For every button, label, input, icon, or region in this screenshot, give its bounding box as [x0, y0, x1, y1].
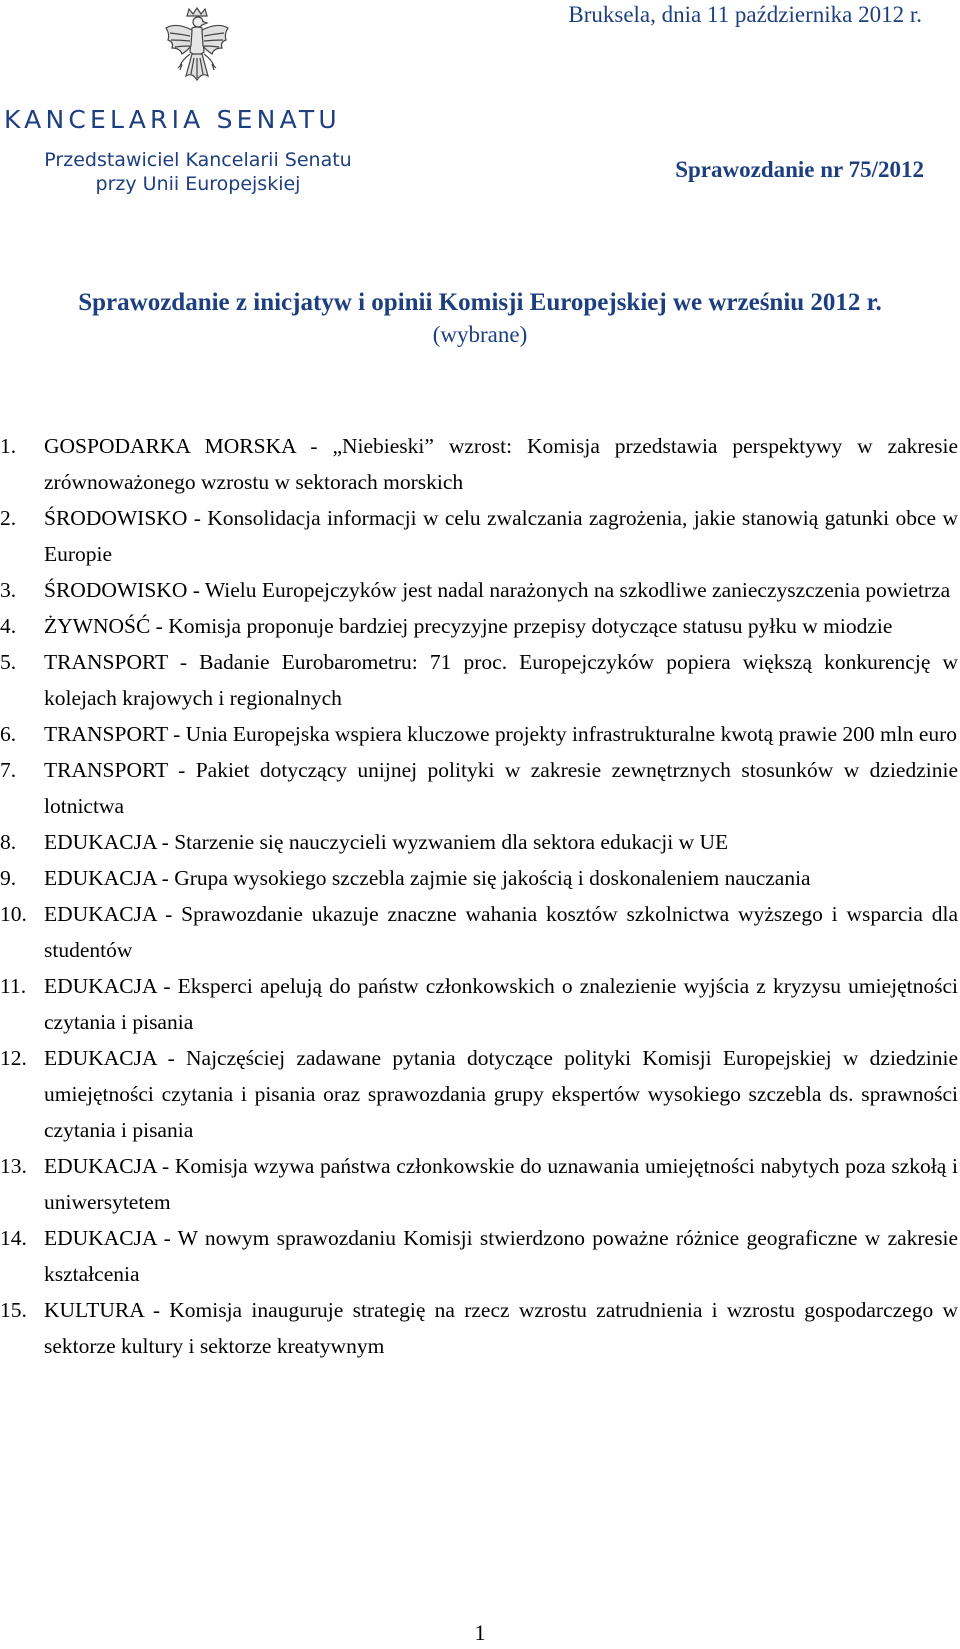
list-item	[0, 824, 958, 860]
item-text: TRANSPORT - Pakiet dotyczący unijnej polityki w zakresie zewnętrznych stosunków w dziedzinie lotnictwa	[44, 758, 958, 818]
item-text: ŚRODOWISKO - Wielu Europejczyków jest nadal narażonych na szkodliwe zanieczyszczenia powietrza	[44, 578, 951, 602]
item-number: 8.	[0, 830, 17, 854]
item-number: 1.	[0, 434, 17, 458]
item-text: EDUKACJA - Sprawozdanie ukazuje znaczne wahania kosztów szkolnictwa wyższego i wsparcia dla studentów	[44, 902, 958, 962]
item-text: KULTURA - Komisja inauguruje strategię na rzecz wzrostu zatrudnienia i wzrostu gospodarczego w sektorze kultury i sektorze kreatywnym	[44, 1298, 958, 1358]
item-text: EDUKACJA - W nowym sprawozdaniu Komisji stwierdzono poważne różnice geograficzne w zakresie kształcenia	[44, 1226, 958, 1286]
list-item	[0, 752, 958, 824]
item-text: EDUKACJA - Najczęściej zadawane pytania dotyczące polityki Komisji Europejskiej w dziedzinie umiejętności czytania i pisania oraz sprawozdania grupy ekspertów wysokiego szczebla ds. sprawności czytania i pisania	[44, 1046, 958, 1142]
item-number: 14.	[0, 1226, 27, 1250]
item-text: GOSPODARKA MORSKA - „Niebieski” wzrost: Komisja przedstawia perspektywy w zakresie zrównoważonego wzrostu w sektorach morskich	[44, 434, 958, 494]
item-text: ŚRODOWISKO - Konsolidacja informacji w celu zwalczania zagrożenia, jakie stanowią gatunki obce w Europie	[44, 506, 958, 566]
office-name: KANCELARIA SENATU	[4, 105, 341, 134]
item-number: 11.	[0, 974, 27, 998]
item-number: 15.	[0, 1298, 27, 1322]
white-eagle-emblem-icon	[162, 6, 232, 86]
item-text: EDUKACJA - Eksperci apelują do państw członkowskich o znalezienie wyjścia z kryzysu umiejętności czytania i pisania	[44, 974, 958, 1034]
date-line: Bruksela, dnia 11 października 2012 r.	[568, 2, 922, 27]
list-item	[0, 608, 958, 644]
report-item-list	[0, 428, 960, 1364]
list-item	[0, 896, 958, 968]
item-text: TRANSPORT - Unia Europejska wspiera kluczowe projekty infrastrukturalne kwotą prawie 200 mln euro	[44, 722, 958, 746]
item-number: 7.	[0, 758, 17, 782]
list-item	[0, 1040, 958, 1148]
page-number: 1	[474, 1620, 486, 1645]
item-text: EDUKACJA - Komisja wzywa państwa członkowskie do uznawania umiejętności nabytych poza szkołą i uniwersytetem	[44, 1154, 958, 1214]
document-title: Sprawozdanie z inicjatyw i opinii Komisji Europejskiej we wrześniu 2012 r.	[78, 289, 882, 316]
item-text: TRANSPORT - Badanie Eurobarometru: 71 proc. Europejczyków popiera większą konkurencję w kolejach krajowych i regionalnych	[44, 650, 958, 710]
list-item	[0, 860, 958, 896]
item-text: EDUKACJA - Starzenie się nauczycieli wyzwaniem dla sektora edukacji w UE	[44, 830, 729, 854]
item-number: 5.	[0, 650, 17, 674]
office-subtitle-line-2: przy Unii Europejskiej	[95, 173, 301, 195]
item-number: 3.	[0, 578, 17, 602]
list-item	[0, 428, 958, 500]
report-number: Sprawozdanie nr 75/2012	[675, 157, 924, 182]
list-item	[0, 716, 958, 752]
list-item	[0, 572, 958, 608]
item-number: 13.	[0, 1154, 27, 1178]
document-subtitle: (wybrane)	[432, 322, 528, 347]
list-item	[0, 500, 958, 572]
office-subtitle-line-1: Przedstawiciel Kancelarii Senatu	[44, 149, 352, 171]
item-number: 4.	[0, 614, 17, 638]
list-item	[0, 968, 958, 1040]
item-number: 2.	[0, 506, 17, 530]
list-item	[0, 1220, 958, 1292]
item-number: 9.	[0, 866, 17, 890]
item-number: 10.	[0, 902, 27, 926]
item-number: 6.	[0, 722, 17, 746]
item-text: EDUKACJA - Grupa wysokiego szczebla zajmie się jakością i doskonaleniem nauczania	[44, 866, 811, 890]
item-text: ŻYWNOŚĆ - Komisja proponuje bardziej precyzyjne przepisy dotyczące statusu pyłku w miodzie	[44, 614, 893, 638]
list-item	[0, 1148, 958, 1220]
list-item	[0, 1292, 958, 1364]
item-number: 12.	[0, 1046, 27, 1070]
list-item	[0, 644, 958, 716]
